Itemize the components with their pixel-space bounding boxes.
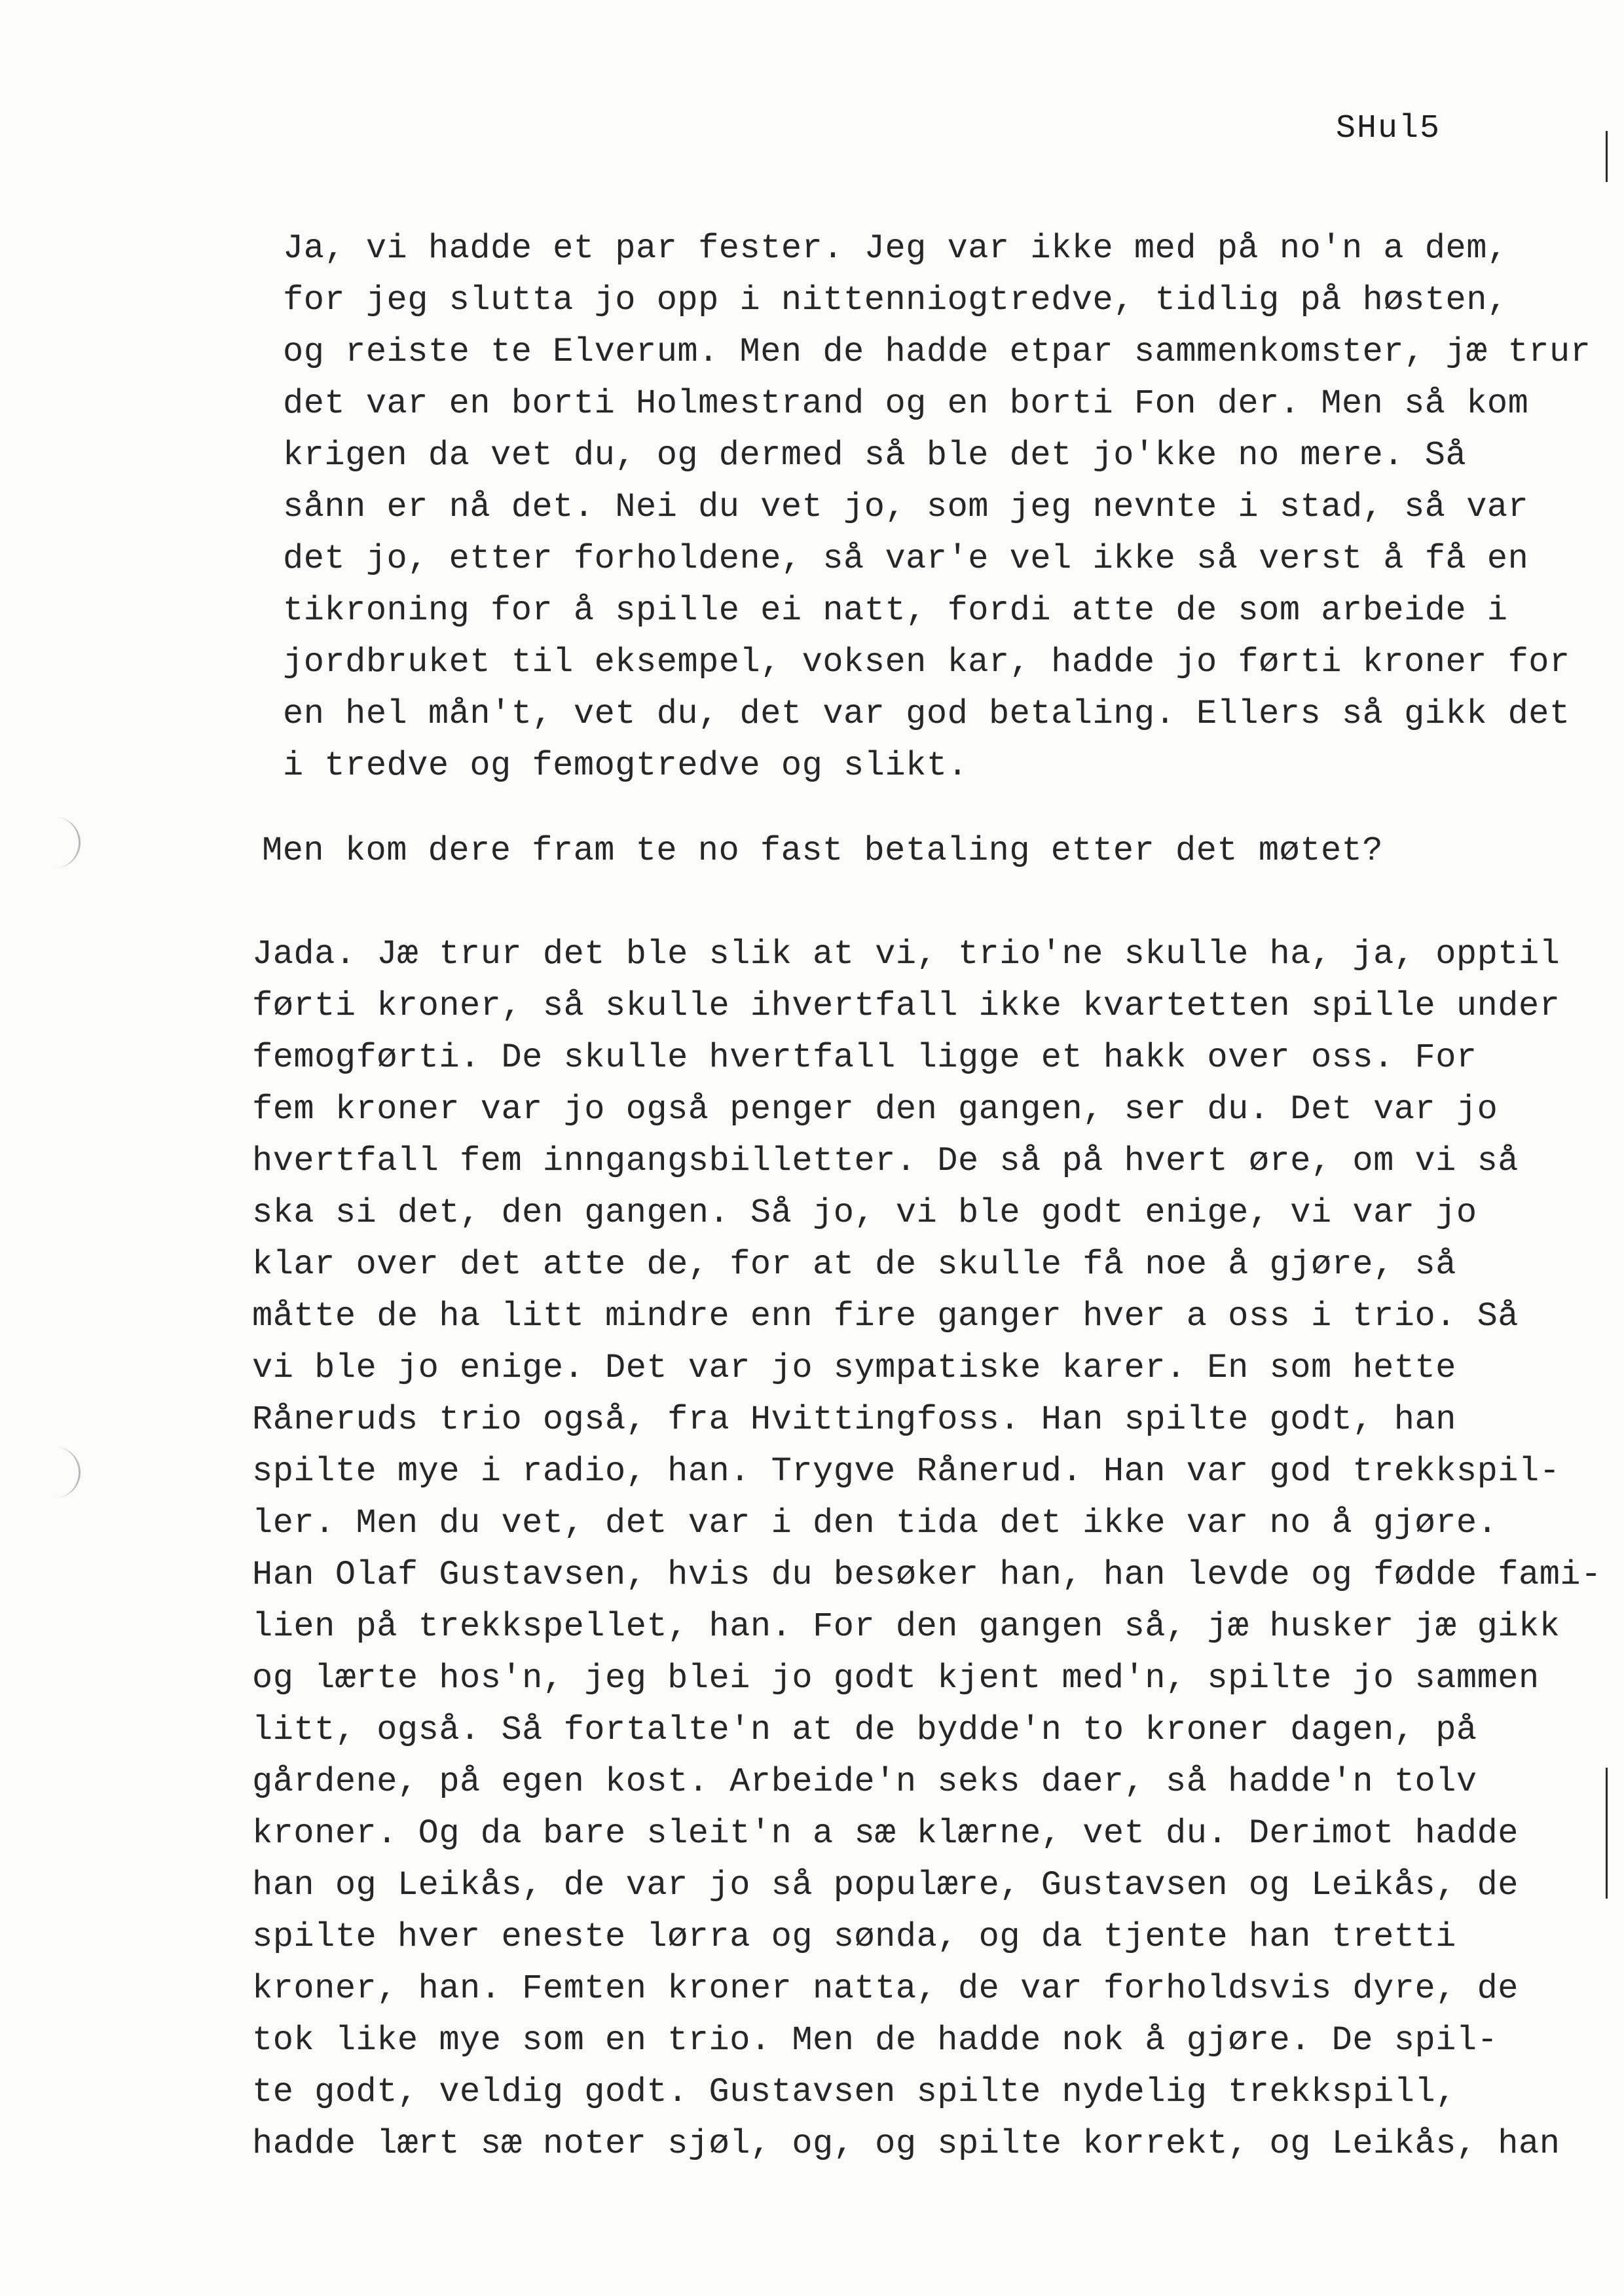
text-line: ler. Men du vet, det var i den tida det ikke var no å gjøre. bbox=[252, 1504, 1498, 1542]
text-line: det jo, etter forholdene, så var'e vel ikke så verst å få en bbox=[283, 539, 1529, 578]
text-line: en hel mån't, vet du, det var god betaling. Ellers så gikk det bbox=[283, 695, 1570, 733]
text-line: tok like mye som en trio. Men de hadde nok å gjøre. De spil- bbox=[252, 2021, 1498, 2060]
text-line: gårdene, på egen kost. Arbeide'n seks daer, så hadde'n tolv bbox=[252, 1762, 1477, 1801]
text-line: spilte hver eneste lørra og sønda, og da tjente han tretti bbox=[252, 1918, 1456, 1956]
text-line: litt, også. Så fortalte'n at de bydde'n to kroner dagen, på bbox=[252, 1711, 1477, 1749]
text-line: i tredve og femogtredve og slikt. bbox=[283, 746, 969, 785]
text-line: Men kom dere fram te no fast betaling etter det møtet? bbox=[262, 831, 1384, 870]
text-line: det var en borti Holmestrand og en borti Fon der. Men så kom bbox=[283, 384, 1529, 423]
text-line: kroner, han. Femten kroner natta, de var forholdsvis dyre, de bbox=[252, 1969, 1519, 2008]
text-line: førti kroner, så skulle ihvertfall ikke kvartetten spille under bbox=[252, 987, 1560, 1025]
text-line: femogførti. De skulle hvertfall ligge et hakk over oss. For bbox=[252, 1038, 1477, 1077]
text-line: Ja, vi hadde et par fester. Jeg var ikke med på no'n a dem, bbox=[283, 229, 1508, 268]
text-line: klar over det atte de, for at de skulle få noe å gjøre, så bbox=[252, 1245, 1456, 1284]
text-line: og reiste te Elverum. Men de hadde etpar sammenkomster, jæ trur bbox=[283, 333, 1591, 371]
page-identifier: SHul5 bbox=[1336, 110, 1441, 147]
text-line: og lærte hos'n, jeg blei jo godt kjent med'n, spilte jo sammen bbox=[252, 1659, 1540, 1698]
text-line: sånn er nå det. Nei du vet jo, som jeg nevnte i stad, så var bbox=[283, 488, 1529, 526]
text-line: spilte mye i radio, han. Trygve Rånerud. Han var god trekkspil- bbox=[252, 1452, 1560, 1491]
paragraph-question-payment bbox=[262, 825, 1383, 877]
edge-mark-upper bbox=[1606, 131, 1608, 182]
text-line: vi ble jo enige. Det var jo sympatiske karer. En som hette bbox=[252, 1349, 1456, 1387]
edge-mark-lower bbox=[1606, 1768, 1608, 1899]
text-line: måtte de ha litt mindre enn fire ganger hver a oss i trio. Så bbox=[252, 1297, 1519, 1336]
text-line: krigen da vet du, og dermed så ble det jo'kke no mere. Så bbox=[283, 436, 1467, 475]
text-line: fem kroner var jo også penger den gangen, ser du. Det var jo bbox=[252, 1090, 1498, 1129]
paragraph-answer-festivities bbox=[283, 223, 1591, 792]
punch-hole-lower bbox=[39, 1447, 81, 1498]
text-line: Han Olaf Gustavsen, hvis du besøker han, han levde og fødde fami- bbox=[252, 1556, 1602, 1594]
text-line: lien på trekkspellet, han. For den gangen så, jæ husker jæ gikk bbox=[252, 1607, 1560, 1646]
text-line: hvertfall fem inngangsbilletter. De så på hvert øre, om vi så bbox=[252, 1142, 1519, 1180]
text-line: jordbruket til eksempel, voksen kar, hadde jo førti kroner for bbox=[283, 643, 1570, 682]
text-line: tikroning for å spille ei natt, fordi atte de som arbeide i bbox=[283, 591, 1508, 630]
text-line: ska si det, den gangen. Så jo, vi ble godt enige, vi var jo bbox=[252, 1194, 1477, 1232]
text-line: Råneruds trio også, fra Hvittingfoss. Han spilte godt, han bbox=[252, 1400, 1456, 1439]
punch-hole-upper bbox=[39, 817, 81, 868]
text-line: for jeg slutta jo opp i nittenniogtredve, tidlig på høsten, bbox=[283, 281, 1508, 319]
paragraph-answer-payment bbox=[252, 928, 1602, 2170]
text-line: hadde lært sæ noter sjøl, og, og spilte korrekt, og Leikås, han bbox=[252, 2124, 1560, 2163]
text-line: Jada. Jæ trur det ble slik at vi, trio'ne skulle ha, ja, opptil bbox=[252, 935, 1560, 974]
text-line: te godt, veldig godt. Gustavsen spilte nydelig trekkspill, bbox=[252, 2073, 1456, 2111]
text-line: han og Leikås, de var jo så populære, Gustavsen og Leikås, de bbox=[252, 1866, 1519, 1904]
text-line: kroner. Og da bare sleit'n a sæ klærne, vet du. Derimot hadde bbox=[252, 1814, 1519, 1853]
